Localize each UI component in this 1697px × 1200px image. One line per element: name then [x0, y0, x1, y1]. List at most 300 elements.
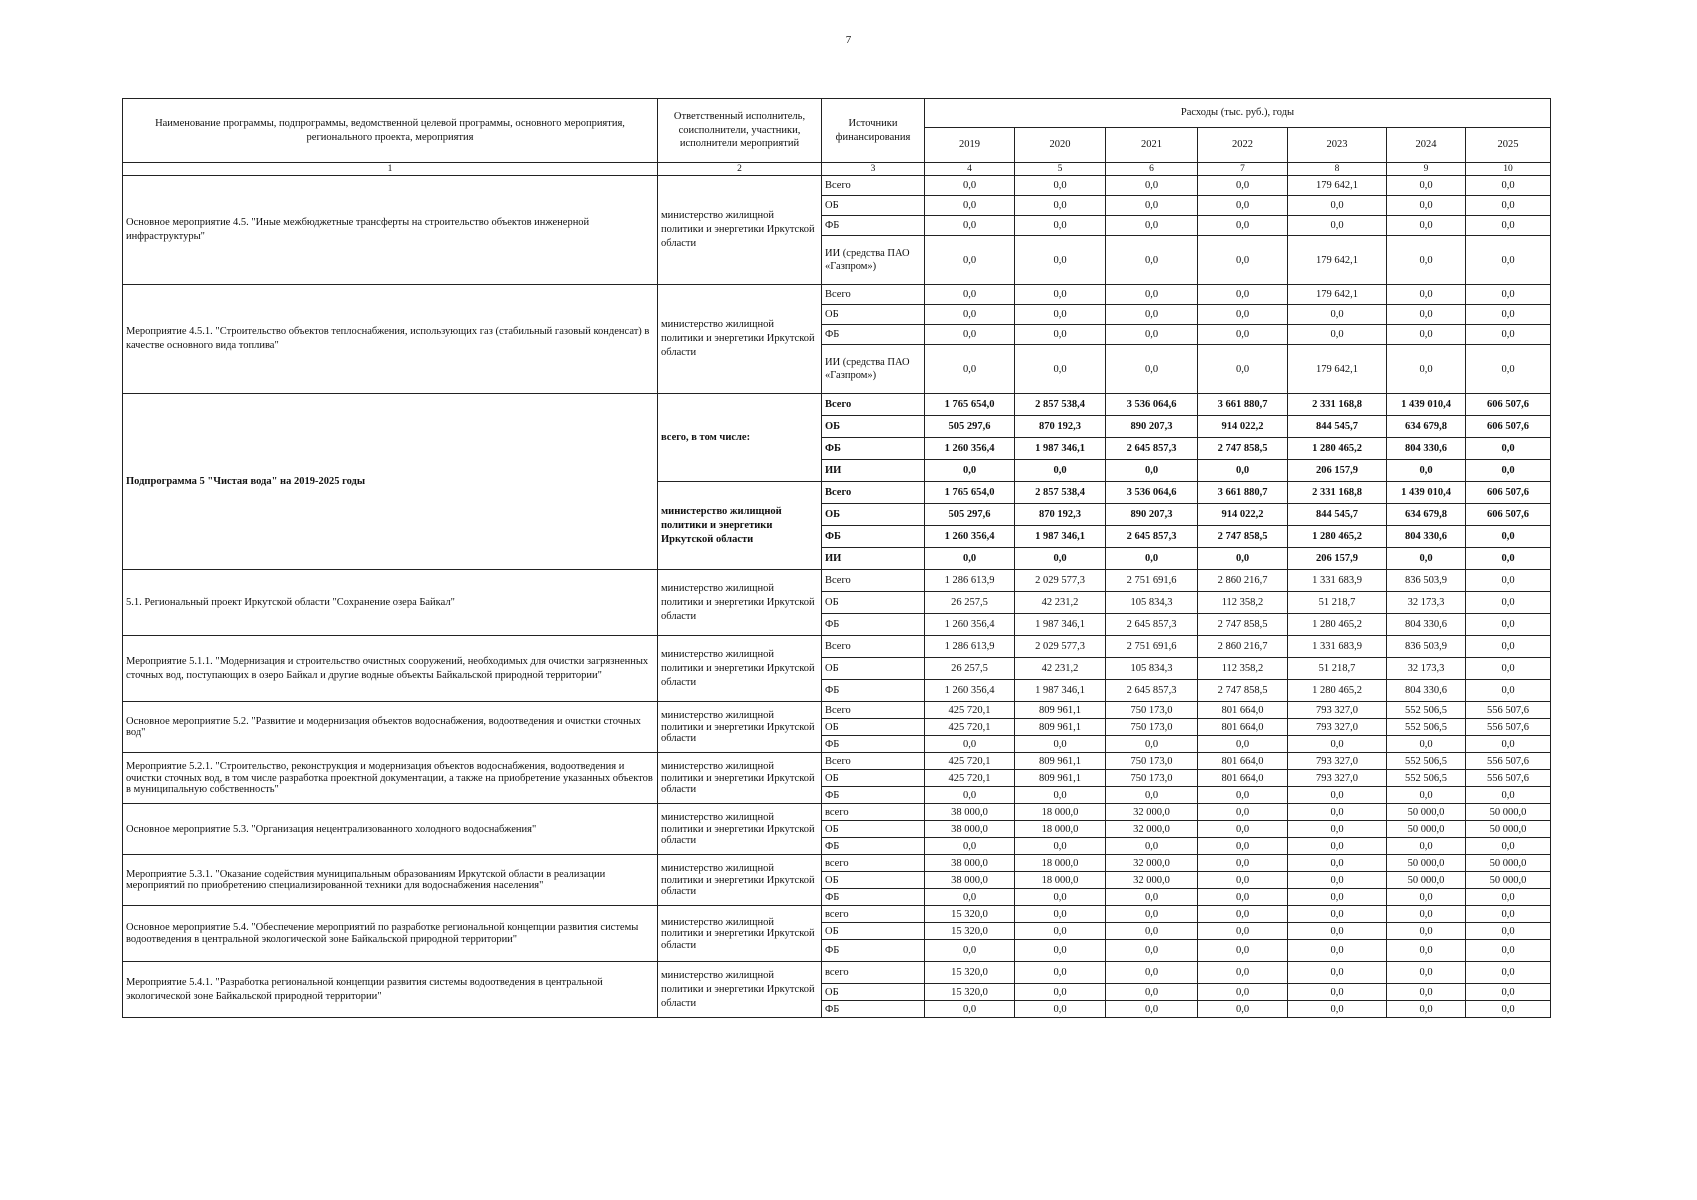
expense-value-cell: 32 000,0 [1106, 872, 1198, 889]
expense-value-cell: 105 834,3 [1106, 592, 1198, 614]
expense-value-cell: 552 506,5 [1387, 770, 1466, 787]
expense-value-cell: 0,0 [1466, 570, 1551, 592]
measure-name-cell: Мероприятие 5.3.1. "Оказание содействия муниципальным образованиям Иркутской области в реализации мероприятий по приобретению специализированной техники для водоснабжения населения" [123, 855, 658, 906]
table-row [123, 804, 1551, 821]
executor-cell: всего, в том числе: [658, 394, 822, 482]
expense-value-cell: 0,0 [925, 285, 1015, 305]
expense-value-cell: 914 022,2 [1198, 416, 1288, 438]
expense-value-cell: 38 000,0 [925, 821, 1015, 838]
expense-value-cell: 1 331 683,9 [1288, 570, 1387, 592]
executor-cell: министерство жилищной политики и энергетики Иркутской области [658, 285, 822, 394]
funding-source-cell: ОБ [822, 592, 925, 614]
expense-value-cell: 0,0 [1288, 872, 1387, 889]
expense-value-cell: 801 664,0 [1198, 770, 1288, 787]
funding-source-cell: ОБ [822, 984, 925, 1001]
expense-value-cell: 50 000,0 [1466, 804, 1551, 821]
expense-value-cell: 0,0 [1015, 285, 1106, 305]
expense-value-cell: 3 661 880,7 [1198, 482, 1288, 504]
expense-value-cell: 32 000,0 [1106, 821, 1198, 838]
header-year: 2021 [1106, 128, 1198, 163]
expense-value-cell: 0,0 [1387, 984, 1466, 1001]
funding-source-cell: ОБ [822, 196, 925, 216]
expense-value-cell: 809 961,1 [1015, 753, 1106, 770]
expense-value-cell: 801 664,0 [1198, 702, 1288, 719]
expense-value-cell: 801 664,0 [1198, 719, 1288, 736]
expense-value-cell: 0,0 [1466, 285, 1551, 305]
expense-value-cell: 0,0 [1466, 592, 1551, 614]
expense-value-cell: 750 173,0 [1106, 702, 1198, 719]
expense-value-cell: 0,0 [1106, 236, 1198, 285]
expense-value-cell: 1 260 356,4 [925, 680, 1015, 702]
funding-source-cell: Всего [822, 702, 925, 719]
funding-source-cell: всего [822, 962, 925, 984]
expense-value-cell: 0,0 [1015, 984, 1106, 1001]
funding-source-cell: ФБ [822, 325, 925, 345]
expense-value-cell: 0,0 [1015, 460, 1106, 482]
page-number: 7 [845, 34, 852, 46]
expense-value-cell: 1 280 465,2 [1288, 614, 1387, 636]
expense-value-cell: 844 545,7 [1288, 504, 1387, 526]
funding-source-cell: ОБ [822, 305, 925, 325]
expense-value-cell: 0,0 [1387, 838, 1466, 855]
expense-value-cell: 425 720,1 [925, 770, 1015, 787]
expense-value-cell: 1 331 683,9 [1288, 636, 1387, 658]
expense-value-cell: 1 280 465,2 [1288, 438, 1387, 460]
expense-value-cell: 809 961,1 [1015, 702, 1106, 719]
expense-value-cell: 2 645 857,3 [1106, 614, 1198, 636]
expense-value-cell: 0,0 [1387, 906, 1466, 923]
expense-value-cell: 0,0 [1288, 736, 1387, 753]
expense-value-cell: 50 000,0 [1466, 855, 1551, 872]
expense-value-cell: 179 642,1 [1288, 176, 1387, 196]
executor-cell: министерство жилищной политики и энергетики Иркутской области [658, 906, 822, 962]
executor-cell: министерство жилищной политики и энергетики Иркутской области [658, 804, 822, 855]
expense-value-cell: 0,0 [1387, 236, 1466, 285]
measure-name-cell: 5.1. Региональный проект Иркутской области "Сохранение озера Байкал" [123, 570, 658, 636]
table-row [123, 176, 1551, 196]
expense-value-cell: 0,0 [1466, 196, 1551, 216]
expense-value-cell: 0,0 [1015, 923, 1106, 940]
header-source: Источники финансирования [822, 99, 925, 163]
expense-value-cell: 556 507,6 [1466, 770, 1551, 787]
expense-value-cell: 18 000,0 [1015, 804, 1106, 821]
expense-value-cell: 870 192,3 [1015, 504, 1106, 526]
header-year: 2023 [1288, 128, 1387, 163]
expense-value-cell: 606 507,6 [1466, 482, 1551, 504]
expense-value-cell: 0,0 [1387, 548, 1466, 570]
expense-value-cell: 2 747 858,5 [1198, 438, 1288, 460]
expense-value-cell: 206 157,9 [1288, 460, 1387, 482]
expense-value-cell: 15 320,0 [925, 906, 1015, 923]
expense-value-cell: 0,0 [1106, 838, 1198, 855]
expense-value-cell: 0,0 [1198, 216, 1288, 236]
expense-value-cell: 793 327,0 [1288, 770, 1387, 787]
expense-value-cell: 0,0 [1288, 196, 1387, 216]
expense-value-cell: 32 173,3 [1387, 658, 1466, 680]
funding-source-cell: ОБ [822, 504, 925, 526]
expense-value-cell: 0,0 [1387, 889, 1466, 906]
expense-value-cell: 0,0 [1015, 889, 1106, 906]
expense-value-cell: 0,0 [925, 460, 1015, 482]
expense-value-cell: 42 231,2 [1015, 592, 1106, 614]
expense-value-cell: 0,0 [1106, 984, 1198, 1001]
expense-value-cell: 0,0 [1015, 548, 1106, 570]
expense-value-cell: 556 507,6 [1466, 719, 1551, 736]
column-number: 7 [1198, 163, 1288, 176]
measure-name-cell: Основное мероприятие 5.4. "Обеспечение мероприятий по разработке региональной концепции развития системы водоотведения в центральной экологической зоне Байкальской природной территории" [123, 906, 658, 962]
expense-value-cell: 2 747 858,5 [1198, 614, 1288, 636]
expense-value-cell: 505 297,6 [925, 416, 1015, 438]
funding-source-cell: ФБ [822, 1001, 925, 1018]
expense-value-cell: 3 661 880,7 [1198, 394, 1288, 416]
executor-cell: министерство жилищной политики и энергетики Иркутской области [658, 570, 822, 636]
expense-value-cell: 1 987 346,1 [1015, 526, 1106, 548]
expense-value-cell: 0,0 [1106, 345, 1198, 394]
expense-value-cell: 179 642,1 [1288, 236, 1387, 285]
expense-value-cell: 2 860 216,7 [1198, 570, 1288, 592]
expense-value-cell: 0,0 [1466, 325, 1551, 345]
expense-value-cell: 425 720,1 [925, 719, 1015, 736]
measure-name-cell: Мероприятие 5.1.1. "Модернизация и строительство очистных сооружений, необходимых для очистки загрязненных сточных вод, поступающих в озеро Байкал и другие водные объекты Байкальской природной территории" [123, 636, 658, 702]
funding-source-cell: ИИ (средства ПАО «Газпром») [822, 345, 925, 394]
expense-value-cell: 38 000,0 [925, 855, 1015, 872]
expense-value-cell: 804 330,6 [1387, 614, 1466, 636]
expense-value-cell: 0,0 [1106, 940, 1198, 962]
expense-value-cell: 552 506,5 [1387, 719, 1466, 736]
expense-value-cell: 1 286 613,9 [925, 636, 1015, 658]
expense-value-cell: 1 987 346,1 [1015, 438, 1106, 460]
expense-value-cell: 0,0 [1466, 345, 1551, 394]
table-row [123, 570, 1551, 592]
expense-value-cell: 914 022,2 [1198, 504, 1288, 526]
expense-value-cell: 0,0 [1015, 345, 1106, 394]
header-expenses: Расходы (тыс. руб.), годы [925, 99, 1551, 128]
column-number: 2 [658, 163, 822, 176]
expense-value-cell: 2 029 577,3 [1015, 636, 1106, 658]
funding-source-cell: ФБ [822, 787, 925, 804]
expense-value-cell: 793 327,0 [1288, 702, 1387, 719]
expense-value-cell: 0,0 [1106, 889, 1198, 906]
expense-value-cell: 0,0 [925, 940, 1015, 962]
expense-value-cell: 0,0 [1106, 1001, 1198, 1018]
table-row [123, 636, 1551, 658]
expense-value-cell: 0,0 [1015, 1001, 1106, 1018]
expense-value-cell: 0,0 [1288, 804, 1387, 821]
funding-source-cell: Всего [822, 285, 925, 305]
expense-value-cell: 0,0 [1198, 984, 1288, 1001]
expense-value-cell: 0,0 [1288, 1001, 1387, 1018]
expense-value-cell: 0,0 [1387, 176, 1466, 196]
expense-value-cell: 0,0 [1198, 548, 1288, 570]
expense-value-cell: 0,0 [1015, 325, 1106, 345]
funding-source-cell: Всего [822, 753, 925, 770]
expense-value-cell: 0,0 [1466, 460, 1551, 482]
measure-name-cell: Мероприятие 5.4.1. "Разработка региональной концепции развития системы водоотведения в центральной экологической зоне Байкальской природной территории" [123, 962, 658, 1018]
expense-value-cell: 179 642,1 [1288, 345, 1387, 394]
expense-value-cell: 2 751 691,6 [1106, 570, 1198, 592]
expense-value-cell: 809 961,1 [1015, 719, 1106, 736]
expense-value-cell: 0,0 [1466, 636, 1551, 658]
expense-value-cell: 750 173,0 [1106, 770, 1198, 787]
funding-source-cell: ОБ [822, 416, 925, 438]
expense-value-cell: 0,0 [1288, 923, 1387, 940]
expense-value-cell: 179 642,1 [1288, 285, 1387, 305]
expense-value-cell: 0,0 [1466, 438, 1551, 460]
expense-value-cell: 0,0 [1387, 923, 1466, 940]
expense-value-cell: 0,0 [1288, 906, 1387, 923]
column-number: 9 [1387, 163, 1466, 176]
expense-value-cell: 606 507,6 [1466, 394, 1551, 416]
expense-value-cell: 0,0 [1466, 236, 1551, 285]
expense-value-cell: 0,0 [1466, 906, 1551, 923]
expense-value-cell: 890 207,3 [1106, 504, 1198, 526]
expense-value-cell: 1 260 356,4 [925, 526, 1015, 548]
expense-value-cell: 112 358,2 [1198, 592, 1288, 614]
measure-name-cell: Основное мероприятие 4.5. "Иные межбюджетные трансферты на строительство объектов инженерной инфраструктуры" [123, 176, 658, 285]
expense-value-cell: 1 765 654,0 [925, 394, 1015, 416]
expense-value-cell: 0,0 [1288, 855, 1387, 872]
expense-value-cell: 0,0 [1015, 787, 1106, 804]
expense-value-cell: 1 280 465,2 [1288, 526, 1387, 548]
funding-source-cell: ФБ [822, 889, 925, 906]
column-number: 3 [822, 163, 925, 176]
expense-value-cell: 0,0 [1466, 216, 1551, 236]
header-year: 2019 [925, 128, 1015, 163]
expense-value-cell: 0,0 [1198, 325, 1288, 345]
expense-value-cell: 1 765 654,0 [925, 482, 1015, 504]
expense-value-cell: 2 029 577,3 [1015, 570, 1106, 592]
table-row [123, 753, 1551, 770]
expense-value-cell: 0,0 [1387, 345, 1466, 394]
executor-cell: министерство жилищной политики и энергетики Иркутской области [658, 855, 822, 906]
expense-value-cell: 0,0 [1466, 962, 1551, 984]
funding-source-cell: ОБ [822, 923, 925, 940]
expense-value-cell: 793 327,0 [1288, 753, 1387, 770]
expense-value-cell: 0,0 [1466, 787, 1551, 804]
expense-value-cell: 634 679,8 [1387, 504, 1466, 526]
expense-value-cell: 2 747 858,5 [1198, 526, 1288, 548]
expense-value-cell: 801 664,0 [1198, 753, 1288, 770]
expense-value-cell: 505 297,6 [925, 504, 1015, 526]
expense-value-cell: 2 747 858,5 [1198, 680, 1288, 702]
expense-value-cell: 15 320,0 [925, 984, 1015, 1001]
executor-cell: министерство жилищной политики и энергетики Иркутской области [658, 482, 822, 570]
expense-value-cell: 1 280 465,2 [1288, 680, 1387, 702]
funding-source-cell: ОБ [822, 658, 925, 680]
funding-source-cell: ИИ [822, 548, 925, 570]
column-number: 4 [925, 163, 1015, 176]
expense-value-cell: 0,0 [1198, 872, 1288, 889]
expense-value-cell: 50 000,0 [1466, 872, 1551, 889]
measure-name-cell: Мероприятие 5.2.1. "Строительство, реконструкция и модернизация объектов водоснабжения, водоотведения и очистки сточных вод, в том числе разработка проектной документации, а также на приобретение указанных объектов в муниципальную собственность" [123, 753, 658, 804]
expense-value-cell: 15 320,0 [925, 962, 1015, 984]
expense-value-cell: 0,0 [925, 345, 1015, 394]
expense-value-cell: 0,0 [1387, 787, 1466, 804]
table-row [123, 702, 1551, 719]
expense-value-cell: 0,0 [1466, 736, 1551, 753]
expense-value-cell: 809 961,1 [1015, 770, 1106, 787]
header-executor: Ответственный исполнитель, соисполнители, участники, исполнители мероприятий [658, 99, 822, 163]
expense-value-cell: 0,0 [1198, 736, 1288, 753]
funding-source-cell: ОБ [822, 770, 925, 787]
expense-value-cell: 793 327,0 [1288, 719, 1387, 736]
expense-value-cell: 844 545,7 [1288, 416, 1387, 438]
expense-value-cell: 0,0 [1466, 1001, 1551, 1018]
funding-source-cell: Всего [822, 636, 925, 658]
expense-value-cell: 206 157,9 [1288, 548, 1387, 570]
expense-value-cell: 3 536 064,6 [1106, 394, 1198, 416]
expense-value-cell: 425 720,1 [925, 753, 1015, 770]
expense-value-cell: 0,0 [1106, 285, 1198, 305]
expense-value-cell: 0,0 [1387, 305, 1466, 325]
expense-value-cell: 26 257,5 [925, 658, 1015, 680]
expense-value-cell: 0,0 [1106, 176, 1198, 196]
expense-value-cell: 0,0 [1466, 984, 1551, 1001]
funding-source-cell: ФБ [822, 940, 925, 962]
expense-value-cell: 38 000,0 [925, 804, 1015, 821]
funding-source-cell: ОБ [822, 872, 925, 889]
funding-source-cell: ФБ [822, 216, 925, 236]
expense-value-cell: 425 720,1 [925, 702, 1015, 719]
expense-value-cell: 0,0 [1387, 940, 1466, 962]
funding-source-cell: ФБ [822, 736, 925, 753]
expense-value-cell: 0,0 [1387, 736, 1466, 753]
table-row [123, 855, 1551, 872]
expense-value-cell: 0,0 [1466, 614, 1551, 636]
expense-value-cell: 0,0 [1466, 305, 1551, 325]
expense-value-cell: 0,0 [925, 736, 1015, 753]
expenditure-table [122, 98, 1551, 1018]
expense-value-cell: 804 330,6 [1387, 680, 1466, 702]
expense-value-cell: 0,0 [1288, 984, 1387, 1001]
expense-value-cell: 42 231,2 [1015, 658, 1106, 680]
expense-value-cell: 0,0 [1106, 962, 1198, 984]
expense-value-cell: 32 000,0 [1106, 804, 1198, 821]
expense-value-cell: 0,0 [1015, 736, 1106, 753]
expense-value-cell: 2 645 857,3 [1106, 438, 1198, 460]
expense-value-cell: 0,0 [1387, 285, 1466, 305]
expense-value-cell: 0,0 [1466, 658, 1551, 680]
expense-value-cell: 1 987 346,1 [1015, 680, 1106, 702]
expense-value-cell: 0,0 [1198, 285, 1288, 305]
expense-value-cell: 1 286 613,9 [925, 570, 1015, 592]
expense-value-cell: 0,0 [1198, 962, 1288, 984]
expense-value-cell: 836 503,9 [1387, 570, 1466, 592]
expense-value-cell: 0,0 [925, 236, 1015, 285]
expense-value-cell: 0,0 [1015, 236, 1106, 285]
expense-value-cell: 1 439 010,4 [1387, 482, 1466, 504]
expense-value-cell: 2 645 857,3 [1106, 680, 1198, 702]
expense-value-cell: 0,0 [1198, 460, 1288, 482]
table-row [123, 962, 1551, 984]
expense-value-cell: 15 320,0 [925, 923, 1015, 940]
executor-cell: министерство жилищной политики и энергетики Иркутской области [658, 702, 822, 753]
expense-value-cell: 50 000,0 [1387, 855, 1466, 872]
expense-value-cell: 0,0 [925, 889, 1015, 906]
expense-value-cell: 0,0 [1288, 962, 1387, 984]
expense-value-cell: 0,0 [1015, 176, 1106, 196]
expense-value-cell: 0,0 [925, 838, 1015, 855]
expense-value-cell: 0,0 [1466, 680, 1551, 702]
expense-value-cell: 0,0 [1015, 906, 1106, 923]
expense-value-cell: 0,0 [1288, 325, 1387, 345]
expense-value-cell: 0,0 [1288, 889, 1387, 906]
expense-value-cell: 0,0 [1198, 923, 1288, 940]
measure-name-cell: Мероприятие 4.5.1. "Строительство объектов теплоснабжения, использующих газ (стабильный газовый конденсат) в качестве основного вида топлива" [123, 285, 658, 394]
expense-value-cell: 0,0 [1015, 196, 1106, 216]
expense-value-cell: 2 857 538,4 [1015, 482, 1106, 504]
funding-source-cell: всего [822, 855, 925, 872]
expense-value-cell: 0,0 [1198, 940, 1288, 962]
expense-value-cell: 0,0 [925, 1001, 1015, 1018]
funding-source-cell: Всего [822, 394, 925, 416]
expense-value-cell: 38 000,0 [925, 872, 1015, 889]
expense-value-cell: 2 860 216,7 [1198, 636, 1288, 658]
expense-value-cell: 556 507,6 [1466, 753, 1551, 770]
expense-value-cell: 0,0 [925, 176, 1015, 196]
expense-value-cell: 606 507,6 [1466, 504, 1551, 526]
expense-value-cell: 0,0 [1198, 196, 1288, 216]
column-number: 8 [1288, 163, 1387, 176]
funding-source-cell: Всего [822, 482, 925, 504]
expense-value-cell: 2 331 168,8 [1288, 394, 1387, 416]
expense-value-cell: 0,0 [1466, 923, 1551, 940]
expense-value-cell: 26 257,5 [925, 592, 1015, 614]
expense-value-cell: 552 506,5 [1387, 753, 1466, 770]
expense-value-cell: 0,0 [1387, 1001, 1466, 1018]
funding-source-cell: ОБ [822, 821, 925, 838]
expense-value-cell: 552 506,5 [1387, 702, 1466, 719]
expense-value-cell: 1 987 346,1 [1015, 614, 1106, 636]
measure-name-cell: Основное мероприятие 5.3. "Организация нецентрализованного холодного водоснабжения" [123, 804, 658, 855]
expense-value-cell: 0,0 [1015, 216, 1106, 236]
expense-value-cell: 0,0 [1387, 962, 1466, 984]
header-year: 2025 [1466, 128, 1551, 163]
funding-source-cell: Всего [822, 176, 925, 196]
expense-value-cell: 870 192,3 [1015, 416, 1106, 438]
expense-value-cell: 0,0 [1288, 787, 1387, 804]
expense-value-cell: 0,0 [1466, 548, 1551, 570]
expense-value-cell: 0,0 [1387, 196, 1466, 216]
column-number: 5 [1015, 163, 1106, 176]
expense-value-cell: 3 536 064,6 [1106, 482, 1198, 504]
expense-value-cell: 0,0 [1198, 906, 1288, 923]
expense-value-cell: 0,0 [1466, 176, 1551, 196]
expense-value-cell: 0,0 [1198, 176, 1288, 196]
expense-value-cell: 1 260 356,4 [925, 438, 1015, 460]
expense-value-cell: 0,0 [1198, 804, 1288, 821]
expense-value-cell: 0,0 [1466, 838, 1551, 855]
expense-value-cell: 634 679,8 [1387, 416, 1466, 438]
funding-source-cell: ФБ [822, 526, 925, 548]
table-header [123, 99, 1551, 176]
executor-cell: министерство жилищной политики и энергетики Иркутской области [658, 176, 822, 285]
measure-name-cell: Основное мероприятие 5.2. "Развитие и модернизация объектов водоснабжения, водоотведения и очистки сточных вод" [123, 702, 658, 753]
expense-value-cell: 2 857 538,4 [1015, 394, 1106, 416]
expense-value-cell: 750 173,0 [1106, 719, 1198, 736]
measure-name-cell: Подпрограмма 5 "Чистая вода" на 2019-2025 годы [123, 394, 658, 570]
expense-value-cell: 112 358,2 [1198, 658, 1288, 680]
expense-value-cell: 0,0 [1288, 216, 1387, 236]
executor-cell: министерство жилищной политики и энергетики Иркутской области [658, 753, 822, 804]
expense-value-cell: 0,0 [925, 305, 1015, 325]
table-row [123, 906, 1551, 923]
expense-value-cell: 1 260 356,4 [925, 614, 1015, 636]
expense-value-cell: 890 207,3 [1106, 416, 1198, 438]
expense-value-cell: 0,0 [1106, 548, 1198, 570]
expense-value-cell: 556 507,6 [1466, 702, 1551, 719]
executor-cell: министерство жилищной политики и энергетики Иркутской области [658, 962, 822, 1018]
